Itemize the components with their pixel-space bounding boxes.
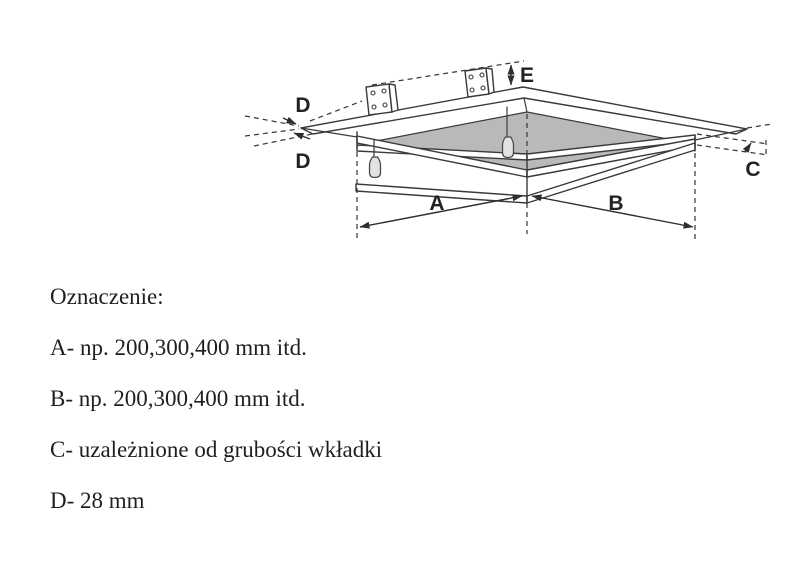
label-c: C xyxy=(745,158,761,181)
legend-item-b: B- np. 200,300,400 mm itd. xyxy=(50,386,306,411)
legend-item-d: D- 28 mm xyxy=(50,488,145,513)
label-b: B xyxy=(608,192,624,215)
legend-title: Oznaczenie: xyxy=(50,284,164,309)
label-e: E xyxy=(519,64,535,87)
label-d-bottom: D xyxy=(295,150,311,173)
legend-item-a: A- np. 200,300,400 mm itd. xyxy=(50,335,307,360)
label-d-top: D xyxy=(295,94,311,117)
legend xyxy=(50,0,750,566)
label-a: A xyxy=(429,192,445,215)
extension-line xyxy=(747,124,772,128)
legend-item-c: C- uzależnione od grubości wkładki xyxy=(50,437,383,462)
